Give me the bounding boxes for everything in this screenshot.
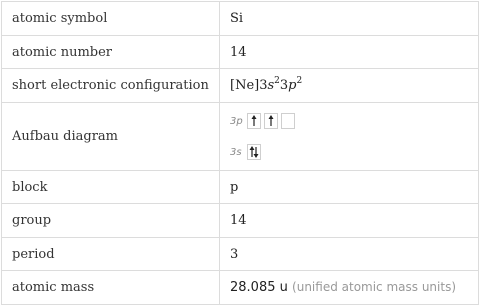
element-properties-table <box>1 1 479 305</box>
aufbau-diagram <box>220 103 479 171</box>
config-shell-3: 3 <box>279 78 289 93</box>
row-label: block <box>2 171 220 204</box>
spin-up-arrow-icon <box>252 115 257 126</box>
spin-down-arrow-icon <box>254 147 259 158</box>
orbital-row-3s <box>230 144 264 160</box>
spin-up-arrow-icon <box>250 146 255 157</box>
config-core: [Ne]3 <box>230 78 268 93</box>
table-row <box>2 171 479 204</box>
orbital-box <box>247 113 261 129</box>
electron-configuration <box>220 69 479 103</box>
row-label: Aufbau diagram <box>2 103 220 171</box>
config-superscript-p: 2 <box>296 76 303 86</box>
orbital-label: 3s <box>230 146 242 158</box>
table-row <box>2 271 479 305</box>
orbital-row-3p <box>230 113 298 129</box>
mass-number: 28.085 <box>230 280 276 295</box>
row-label: atomic symbol <box>2 2 220 36</box>
row-label: short electronic configuration <box>2 69 220 103</box>
spin-up-arrow-icon <box>269 115 274 126</box>
orbital-label: 3p <box>230 115 243 127</box>
atomic-mass-value <box>220 271 479 305</box>
config-superscript-s: 2 <box>274 76 280 86</box>
row-value: 14 <box>220 204 479 238</box>
table-row <box>2 36 479 69</box>
orbital-box <box>264 113 278 129</box>
table-row <box>2 2 479 36</box>
row-value: Si <box>220 2 479 36</box>
config-subshell-s: s <box>267 78 275 93</box>
row-label: atomic number <box>2 36 220 69</box>
table-row <box>2 204 479 238</box>
row-label: atomic mass <box>2 271 220 305</box>
row-value: 14 <box>220 36 479 69</box>
mass-unit-name: (unified atomic mass units) <box>292 280 457 294</box>
row-value: p <box>220 171 479 204</box>
row-value: 3 <box>220 238 479 271</box>
mass-unit-symbol: u <box>279 280 288 295</box>
table-row <box>2 103 479 171</box>
orbital-box <box>281 113 295 129</box>
table-row <box>2 238 479 271</box>
row-label: period <box>2 238 220 271</box>
config-subshell-p: p <box>288 78 297 93</box>
orbital-box <box>247 144 261 160</box>
aufbau-diagram-area <box>230 103 478 170</box>
row-label: group <box>2 204 220 238</box>
table-row <box>2 69 479 103</box>
